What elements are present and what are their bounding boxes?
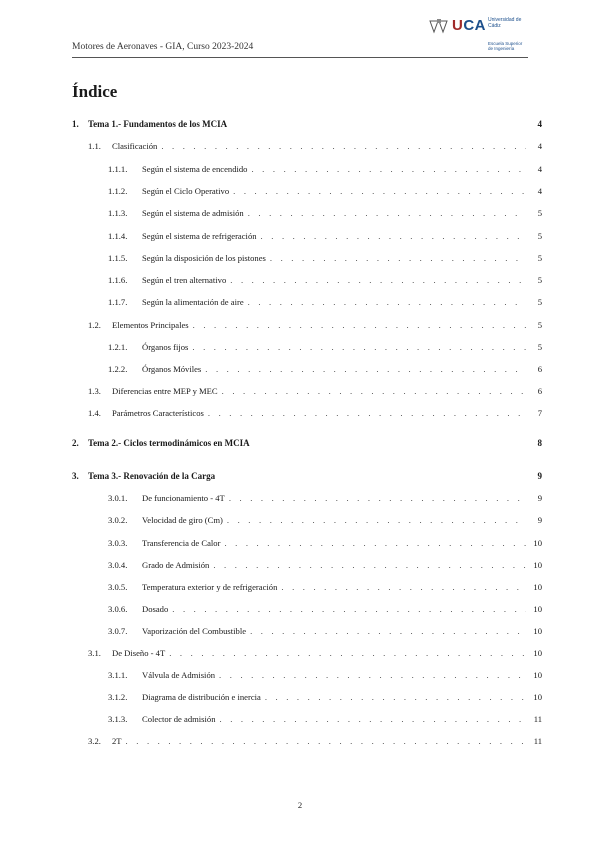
- toc-entry-title: Elementos Principales: [112, 320, 189, 330]
- toc-entry-number: 3.: [72, 471, 79, 481]
- toc-entry-number: 3.0.6.: [108, 604, 128, 614]
- toc-entry[interactable]: [72, 493, 542, 507]
- toc-dot-leader: [222, 386, 526, 396]
- toc-dot-leader: [261, 231, 526, 241]
- toc-dot-leader: [192, 342, 526, 352]
- toc-dot-leader: [230, 275, 526, 285]
- toc-entry-page: 10: [533, 582, 542, 592]
- toc-entry-number: 1.2.1.: [108, 342, 128, 352]
- toc-entry[interactable]: [72, 253, 542, 267]
- toc-entry[interactable]: [72, 515, 542, 529]
- toc-entry-title: Diferencias entre MEP y MEC: [112, 386, 218, 396]
- toc-entry-page: 4: [537, 164, 542, 174]
- toc-entry-number: 1.2.: [88, 320, 101, 330]
- toc-entry-title: Según el sistema de admisión: [142, 208, 244, 218]
- toc-entry-page: 7: [537, 408, 542, 418]
- toc-entry-number: 3.1.: [88, 648, 101, 658]
- toc-entry[interactable]: [72, 231, 542, 245]
- toc-entry-page: 5: [537, 208, 542, 218]
- toc-entry-title: Órganos Móviles: [142, 364, 202, 374]
- toc-entry[interactable]: [72, 438, 542, 452]
- toc-dot-leader: [205, 364, 526, 374]
- toc-dot-leader: [251, 164, 526, 174]
- toc-entry-number: 3.0.5.: [108, 582, 128, 592]
- toc-entry[interactable]: [72, 141, 542, 155]
- toc-entry-number: 3.1.3.: [108, 714, 128, 724]
- toc-entry-page: 11: [533, 736, 542, 746]
- toc-entry-number: 3.2.: [88, 736, 101, 746]
- toc-entry-number: 1.1.7.: [108, 297, 128, 307]
- toc-entry-title: Tema 3.- Renovación de la Carga: [88, 471, 216, 481]
- toc-entry-title: Según el Ciclo Operativo: [142, 186, 230, 196]
- toc-entry[interactable]: [72, 342, 542, 356]
- toc-dot-leader: [248, 208, 526, 218]
- toc-entry-title: De Diseño - 4T: [112, 648, 166, 658]
- toc-entry-title: Temperatura exterior y de refrigeración: [142, 582, 278, 592]
- toc-entry-title: Velocidad de giro (Cm): [142, 515, 223, 525]
- uca-logo: [428, 12, 528, 54]
- toc-entry-title: Parámetros Característicos: [112, 408, 204, 418]
- toc-entry-page: 10: [533, 538, 542, 548]
- university-name: Universidad de Cádiz: [488, 17, 522, 29]
- toc-entry-page: 10: [533, 626, 542, 636]
- toc-entry-number: 3.0.1.: [108, 493, 128, 503]
- toc-entry[interactable]: [72, 471, 542, 485]
- school-name: Escuela Superior de Ingeniería: [488, 41, 523, 51]
- toc-entry[interactable]: [72, 560, 542, 574]
- toc-entry-page: 4: [537, 186, 542, 196]
- toc-entry-number: 1.1.2.: [108, 186, 128, 196]
- toc-entry[interactable]: [72, 164, 542, 178]
- toc-dot-leader: [248, 297, 526, 307]
- uca-wordmark: UCA: [452, 17, 487, 34]
- toc-dot-leader: [126, 736, 526, 746]
- toc-entry-page: 5: [537, 320, 542, 330]
- toc-entry-page: 5: [537, 342, 542, 352]
- toc-dot-leader: [161, 141, 526, 151]
- toc-entry[interactable]: [72, 364, 542, 378]
- toc-entry-number: 3.0.4.: [108, 560, 128, 570]
- toc-entry-page: 6: [537, 386, 542, 396]
- toc-entry-page: 5: [537, 253, 542, 263]
- toc-dot-leader: [281, 582, 526, 592]
- toc-dot-leader: [172, 604, 526, 614]
- toc-dot-leader: [208, 408, 526, 418]
- toc-entry-page: 5: [537, 275, 542, 285]
- toc-dot-leader: [220, 714, 526, 724]
- toc-entry-number: 1.: [72, 119, 79, 129]
- toc-entry-title: Dosado: [142, 604, 169, 614]
- toc-entry[interactable]: [72, 186, 542, 200]
- toc-entry-page: 9: [537, 493, 542, 503]
- toc-entry-page: 10: [533, 560, 542, 570]
- toc-entry[interactable]: [72, 604, 542, 618]
- toc-entry-title: Órganos fijos: [142, 342, 189, 352]
- toc-entry[interactable]: [72, 386, 542, 400]
- toc-entry-title: Válvula de Admisión: [142, 670, 216, 680]
- toc-entry[interactable]: [72, 714, 542, 728]
- toc-entry-number: 3.1.1.: [108, 670, 128, 680]
- toc-dot-leader: [270, 253, 526, 263]
- toc-dot-leader: [233, 186, 526, 196]
- toc-entry-title: Según el sistema de refrigeración: [142, 231, 257, 241]
- toc-entry[interactable]: [72, 736, 542, 750]
- toc-entry[interactable]: [72, 670, 542, 684]
- toc-entry-number: 1.1.4.: [108, 231, 128, 241]
- toc-dot-leader: [265, 692, 526, 702]
- toc-entry-number: 1.4.: [88, 408, 101, 418]
- toc-dot-leader: [250, 626, 526, 636]
- toc-dot-leader: [219, 670, 526, 680]
- toc-entry-title: Según el tren alternativo: [142, 275, 227, 285]
- toc-entry-number: 1.1.: [88, 141, 101, 151]
- toc-entry-title: Vaporización del Combustible: [142, 626, 247, 636]
- toc-entry-title: Según el sistema de encendido: [142, 164, 248, 174]
- toc-entry-page: 11: [533, 714, 542, 724]
- header-rule: [72, 57, 528, 58]
- toc-entry-title: Transferencia de Calor: [142, 538, 221, 548]
- toc-entry[interactable]: [72, 208, 542, 222]
- toc-entry-number: 1.1.6.: [108, 275, 128, 285]
- toc-entry-title: Colector de admisión: [142, 714, 216, 724]
- toc-entry-title: Clasificación: [112, 141, 158, 151]
- toc-entry-page: 4: [537, 141, 542, 151]
- toc-entry-number: 1.1.3.: [108, 208, 128, 218]
- toc-entry[interactable]: [72, 538, 542, 552]
- toc-dot-leader: [213, 560, 526, 570]
- toc-entry[interactable]: [72, 626, 542, 640]
- toc-entry[interactable]: [72, 320, 542, 334]
- toc-entry-page: 5: [537, 231, 542, 241]
- toc-entry-title: Tema 1.- Fundamentos de los MCIA: [88, 119, 228, 129]
- toc-entry-number: 1.1.5.: [108, 253, 128, 263]
- toc-entry-title: Diagrama de distribución e inercia: [142, 692, 261, 702]
- toc-entry[interactable]: [72, 119, 542, 133]
- toc-entry[interactable]: [72, 692, 542, 706]
- toc-dot-leader: [227, 515, 526, 525]
- toc-entry[interactable]: [72, 582, 542, 596]
- toc-dot-leader: [224, 538, 526, 548]
- toc-entry-number: 3.0.3.: [108, 538, 128, 548]
- toc-dot-leader: [229, 493, 526, 503]
- toc-entry[interactable]: [72, 408, 542, 422]
- toc-entry-page: 9: [537, 471, 542, 481]
- page-header: [72, 12, 528, 58]
- toc-entry-page: 10: [533, 648, 542, 658]
- toc-entry-page: 10: [533, 692, 542, 702]
- page-number: 2: [297, 800, 303, 810]
- toc-entry-title: Según la disposición de los pistones: [142, 253, 266, 263]
- crest-icon: [428, 18, 450, 34]
- page-title: Índice: [72, 82, 118, 101]
- toc-entry-number: 1.1.1.: [108, 164, 128, 174]
- toc-entry-number: 2.: [72, 438, 79, 448]
- toc-entry-number: 3.1.2.: [108, 692, 128, 702]
- toc-entry[interactable]: [72, 648, 542, 662]
- toc-entry[interactable]: [72, 297, 542, 311]
- toc-entry-page: 4: [537, 119, 542, 129]
- toc-entry-title: De funcionamiento - 4T: [142, 493, 225, 503]
- toc-entry-number: 3.0.7.: [108, 626, 128, 636]
- toc-entry-title: Según la alimentación de aire: [142, 297, 244, 307]
- toc-entry-page: 9: [537, 515, 542, 525]
- toc-entry-title: Grado de Admisión: [142, 560, 210, 570]
- toc-entry-page: 6: [537, 364, 542, 374]
- toc-entry-page: 10: [533, 670, 542, 680]
- toc-entry-number: 3.0.2.: [108, 515, 128, 525]
- running-title: Motores de Aeronaves - GIA, Curso 2023-2024: [72, 42, 254, 52]
- toc-dot-leader: [193, 320, 526, 330]
- toc-entry-number: 1.2.2.: [108, 364, 128, 374]
- toc-entry-title: Tema 2.- Ciclos termodinámicos en MCIA: [88, 438, 250, 448]
- toc-entry[interactable]: [72, 275, 542, 289]
- toc-entry-page: 10: [533, 604, 542, 614]
- toc-entry-title: 2T: [112, 736, 122, 746]
- toc-entry-page: 8: [537, 438, 542, 448]
- toc-dot-leader: [169, 648, 526, 658]
- toc-entry-page: 5: [537, 297, 542, 307]
- toc-entry-number: 1.3.: [88, 386, 101, 396]
